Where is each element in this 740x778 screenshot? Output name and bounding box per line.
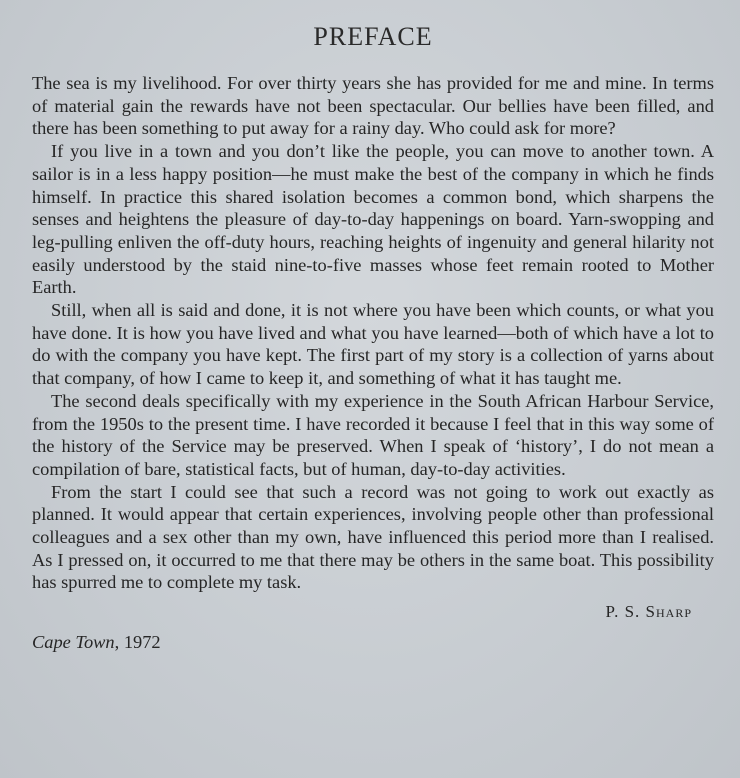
preface-page — [32, 22, 714, 653]
place-and-date — [32, 632, 714, 653]
author-signature — [32, 602, 692, 622]
paragraph-5: From the start I could see that such a record was not going to work out exactly as planned. It would appear that certain experiences, involving people other than professional colleagues and a sex other than my own, have influenced this period more than I realised. As I pressed on, it occurred to me that there may be others in the same boat. This possibility has spurred me to complete my task. — [32, 481, 714, 593]
place-name: Cape Town — [32, 632, 115, 653]
paragraph-4: The second deals specifically with my experience in the South African Harbour Service, from the 1950s to the present time. I have recorded it because I feel that in this way some of the history of the Service may be preserved. When I speak of ‘history’, I do not mean a compilation of bare, statistical facts, but of human, day-to-day activities. — [32, 390, 714, 479]
year: , 1972 — [114, 632, 161, 653]
paragraph-2: If you live in a town and you don’t like the people, you can move to another town. A sailor is in a less happy position—he must make the best of the company in which he finds himself. In practice this shared isolation becomes a common bond, which sharpens the senses and heightens the pleasure of day-to-day happenings on board. Yarn-swopping and leg-pulling enliven the off-duty hours, reaching heights of ingenuity and general hilarity not easily understood by the staid nine-to-five masses whose feet remain rooted to Mother Earth. — [32, 141, 714, 298]
author-surname: Sharp — [645, 602, 692, 622]
page-title: PREFACE — [313, 22, 433, 51]
author-initials: P. S. — [605, 602, 641, 622]
paragraph-3: Still, when all is said and done, it is not where you have been which counts, or what you have done. It is how you have lived and what you have learned—both of which have a lot to do with the company you have kept. The first part of my story is a collection of yarns about that company, of how I came to keep it, and something of what it has taught me. — [32, 300, 714, 389]
paragraph-1: The sea is my livelihood. For over thirty years she has provided for me and mine. In terms of material gain the rewards have not been spectacular. Our bellies have been filled, and there has been something to put away for a rainy day. Who could ask for more? — [32, 73, 714, 139]
